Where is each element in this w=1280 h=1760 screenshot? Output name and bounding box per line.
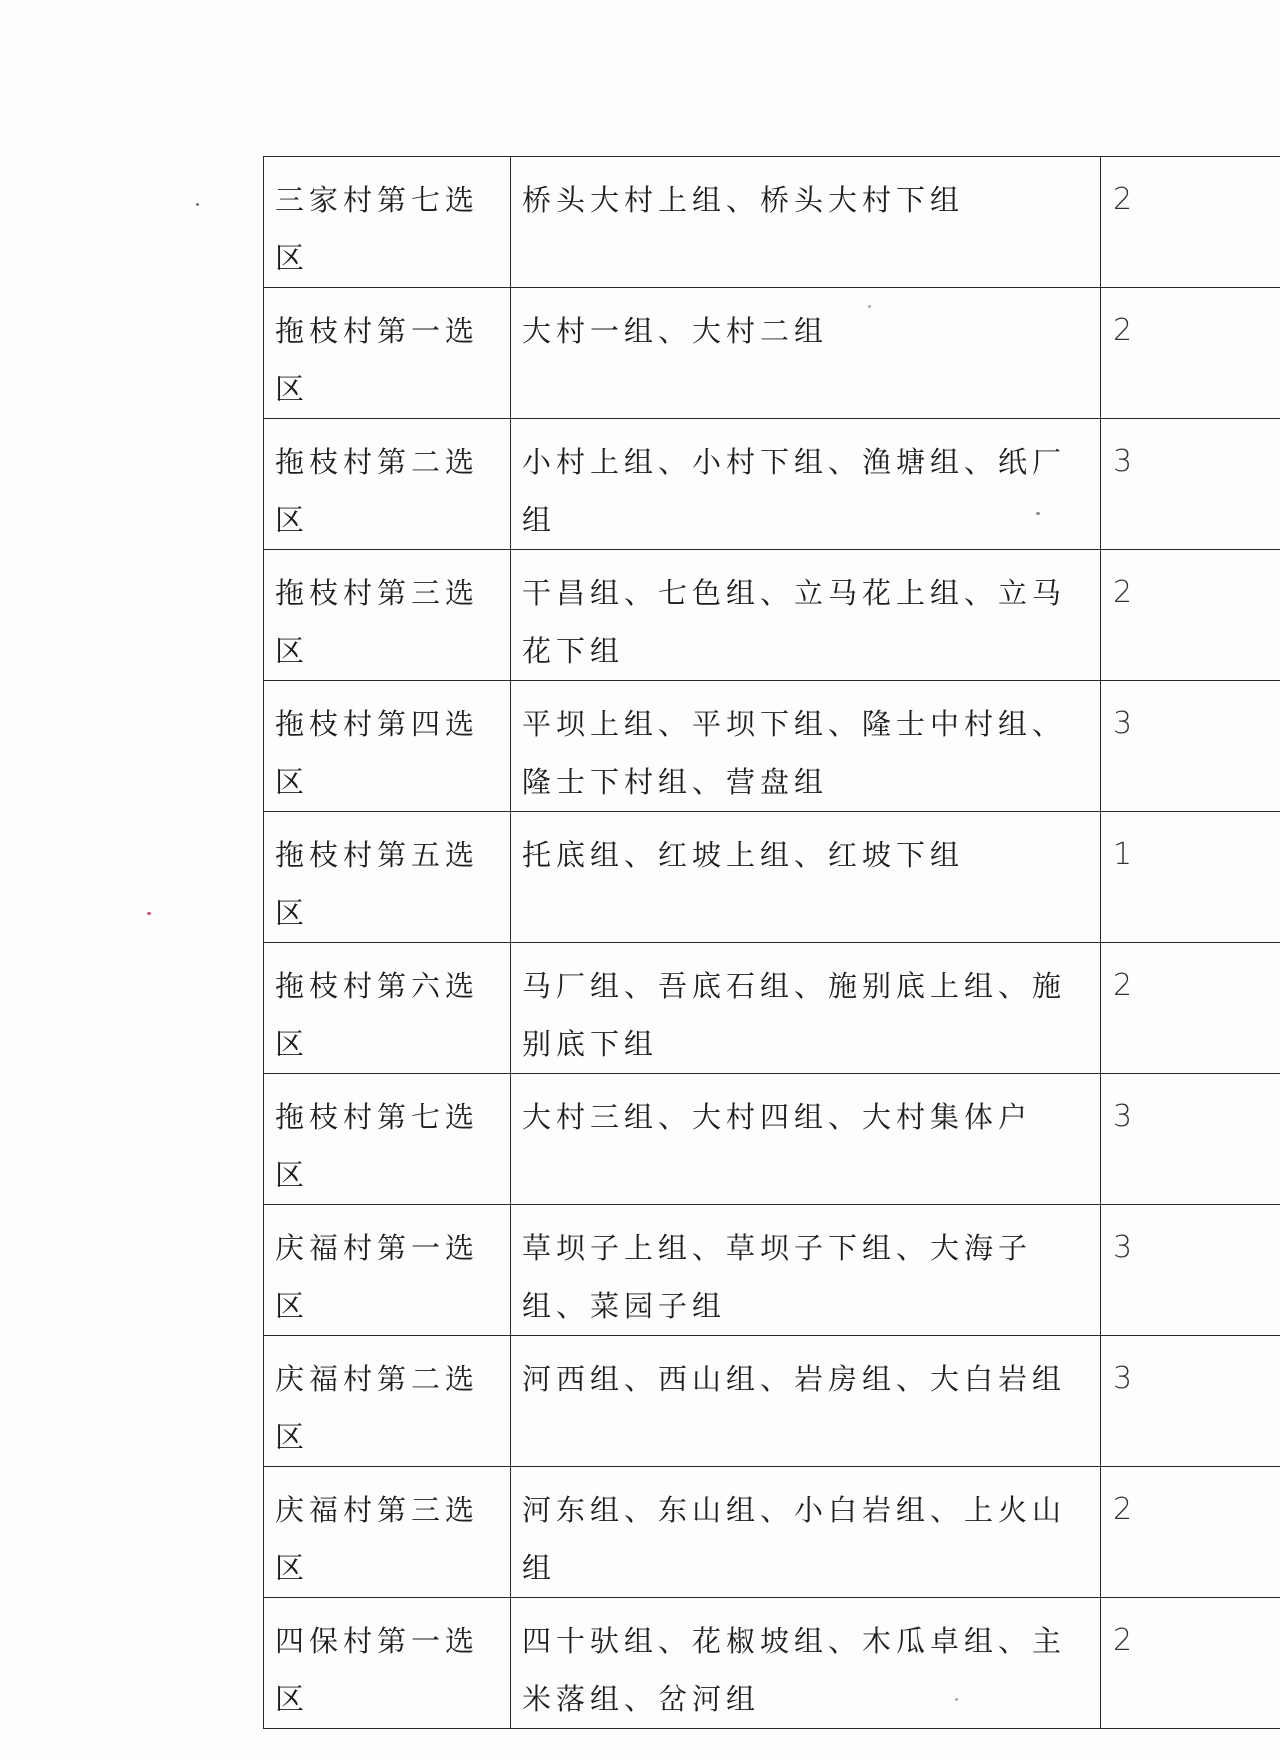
table-row (264, 419, 1280, 550)
table-row (264, 1336, 1280, 1467)
count-cell: 2 (1101, 1467, 1280, 1598)
count-cell: 2 (1101, 550, 1280, 681)
table-row (264, 550, 1280, 681)
district-cell: 拖枝村第三选区 (264, 550, 511, 681)
table-row (264, 812, 1280, 943)
district-cell: 拖枝村第六选区 (264, 943, 511, 1074)
electoral-district-table (263, 156, 1280, 1729)
groups-cell: 四十驮组、花椒坡组、木瓜卓组、主米落组、岔河组 (511, 1598, 1101, 1729)
groups-cell: 河东组、东山组、小白岩组、上火山组 (511, 1467, 1101, 1598)
table-row (264, 1467, 1280, 1598)
count-cell: 3 (1101, 1336, 1280, 1467)
district-cell: 四保村第一选区 (264, 1598, 511, 1729)
count-cell: 3 (1101, 681, 1280, 812)
groups-cell: 平坝上组、平坝下组、隆士中村组、隆士下村组、营盘组 (511, 681, 1101, 812)
table-row (264, 943, 1280, 1074)
count-cell: 2 (1101, 943, 1280, 1074)
groups-cell: 桥头大村上组、桥头大村下组 (511, 157, 1101, 288)
table-row (264, 1598, 1280, 1729)
table-row (264, 681, 1280, 812)
table-row (264, 157, 1280, 288)
district-cell: 庆福村第三选区 (264, 1467, 511, 1598)
count-cell: 2 (1101, 288, 1280, 419)
scan-speck (196, 203, 199, 206)
groups-cell: 小村上组、小村下组、渔塘组、纸厂组 (511, 419, 1101, 550)
groups-cell: 大村一组、大村二组 (511, 288, 1101, 419)
groups-cell: 马厂组、吾底石组、施别底上组、施别底下组 (511, 943, 1101, 1074)
district-cell: 三家村第七选区 (264, 157, 511, 288)
district-cell: 拖枝村第二选区 (264, 419, 511, 550)
table-row (264, 1074, 1280, 1205)
groups-cell: 河西组、西山组、岩房组、大白岩组 (511, 1336, 1101, 1467)
count-cell: 1 (1101, 812, 1280, 943)
count-cell: 3 (1101, 1074, 1280, 1205)
district-cell: 庆福村第一选区 (264, 1205, 511, 1336)
groups-cell: 大村三组、大村四组、大村集体户 (511, 1074, 1101, 1205)
scan-speck (147, 912, 151, 915)
count-cell: 2 (1101, 157, 1280, 288)
district-cell: 拖枝村第一选区 (264, 288, 511, 419)
groups-cell: 托底组、红坡上组、红坡下组 (511, 812, 1101, 943)
table-row (264, 288, 1280, 419)
count-cell: 2 (1101, 1598, 1280, 1729)
district-cell: 拖枝村第七选区 (264, 1074, 511, 1205)
groups-cell: 干昌组、七色组、立马花上组、立马花下组 (511, 550, 1101, 681)
table-row (264, 1205, 1280, 1336)
groups-cell: 草坝子上组、草坝子下组、大海子组、菜园子组 (511, 1205, 1101, 1336)
district-cell: 拖枝村第五选区 (264, 812, 511, 943)
count-cell: 3 (1101, 419, 1280, 550)
district-cell: 拖枝村第四选区 (264, 681, 511, 812)
district-cell: 庆福村第二选区 (264, 1336, 511, 1467)
count-cell: 3 (1101, 1205, 1280, 1336)
